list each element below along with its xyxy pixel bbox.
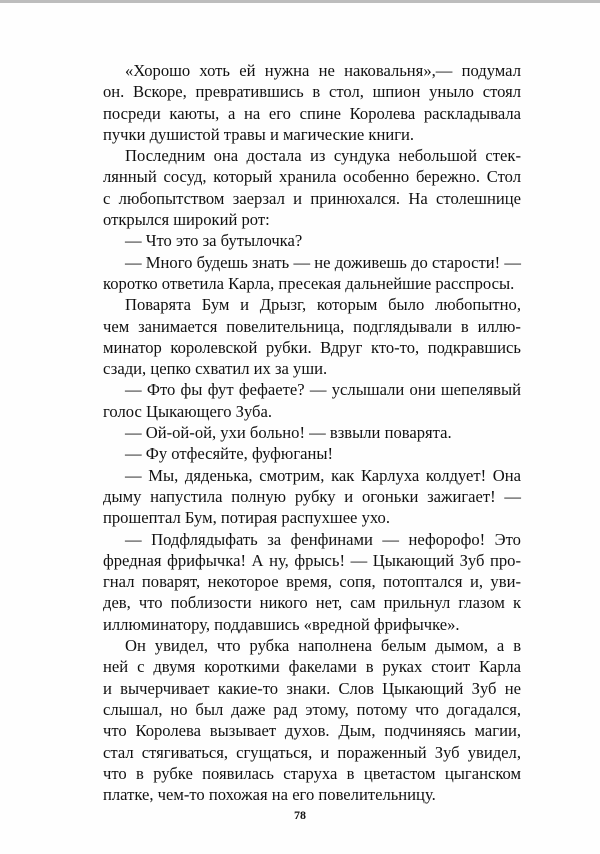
text-line: — Подфлядыфать за фенфинами — нефорофо! Это: [125, 529, 521, 549]
text-line: иллюминатору, поддавшись «вредной фрифычке».: [103, 614, 460, 634]
text-line: пучки душистой травы и магические книги.: [103, 124, 415, 144]
text-line: платке, чем-то похожая на его повелительницу.: [103, 785, 436, 805]
text-line: Он увидел, что рубка наполнена белым дымом, а в: [125, 636, 522, 656]
text-line: стал стягиваться, сгущаться, и пораженный Зуб увидел,: [103, 742, 521, 762]
text-line: — Ой-ой-ой, ухи больно! — взвыли поварята.: [125, 423, 452, 443]
scan-edge: [0, 0, 600, 3]
text-line: и вычерчивает какие-то знаки. Слов Цыкающий Зуб не: [103, 678, 521, 698]
text-line: что в рубке появилась старуха в цветастом цыганском: [103, 763, 522, 783]
text-line: минатор королевской рубки. Вдруг кто-то, подкравшись: [103, 337, 521, 357]
text-line: коротко ответила Карла, пресекая дальнейшие расспросы.: [103, 273, 515, 293]
text-line: — Фто фы фут фефаете? — услышали они шепелявый: [125, 380, 522, 400]
page-number: 78: [294, 808, 306, 822]
text-line: что Королева вызывает духов. Дым, подчиняясь магии,: [103, 721, 522, 741]
text-line: дыму напустила полную рубку и огоньки зажигает! —: [103, 486, 522, 506]
text-line: чем занимается повелительница, подглядывали в иллю-: [103, 316, 521, 336]
text-line: посреди каюты, а на его спине Королева раскладывала: [103, 103, 521, 123]
text-line: — Много будешь знать — не доживешь до старости! —: [125, 252, 522, 272]
body-text: [103, 60, 521, 805]
text-line: слышал, но был даже рад этому, потому что догадался,: [103, 699, 522, 719]
text-line: Поварята Бум и Дрызг, которым было любопытно,: [125, 295, 522, 315]
text-line: ней с двумя короткими факелами в руках стоит Карла: [103, 657, 521, 677]
text-line: «Хорошо хоть ей нужна не наковальня»,— подумал: [125, 61, 521, 80]
text-line: с любопытством заерзал и принюхался. На столешнице: [103, 188, 521, 208]
text-line: лянный сосуд, который хранила особенно бережно. Стол: [103, 167, 521, 187]
text-line: гнал поварят, некоторое время, сопя, потоптался и, уви-: [103, 572, 521, 592]
text-line: он. Вскоре, превратившись в стол, шпион уныло стоял: [103, 82, 522, 102]
text-line: — Фу отфесяйте, фуфюганы!: [125, 444, 334, 464]
text-line: Последним она достала из сундука небольшой стек-: [125, 146, 522, 166]
text-line: — Что это за бутылочка?: [125, 231, 303, 251]
text-line: — Мы, дяденька, смотрим, как Карлуха колдует! Она: [125, 465, 522, 485]
text-line: прошептал Бум, потирая распухшее ухо.: [103, 508, 390, 528]
text-line: фредная фрифычка! А ну, фрысь! — Цыкающий Зуб про-: [103, 550, 521, 570]
text-line: открылся широкий рот:: [103, 210, 270, 230]
text-line: дев, что поблизости никого нет, сам прильнул глазом к: [103, 593, 522, 613]
text-line: голос Цыкающего Зуба.: [103, 401, 273, 421]
text-line: сзади, цепко схватил их за уши.: [103, 359, 328, 379]
